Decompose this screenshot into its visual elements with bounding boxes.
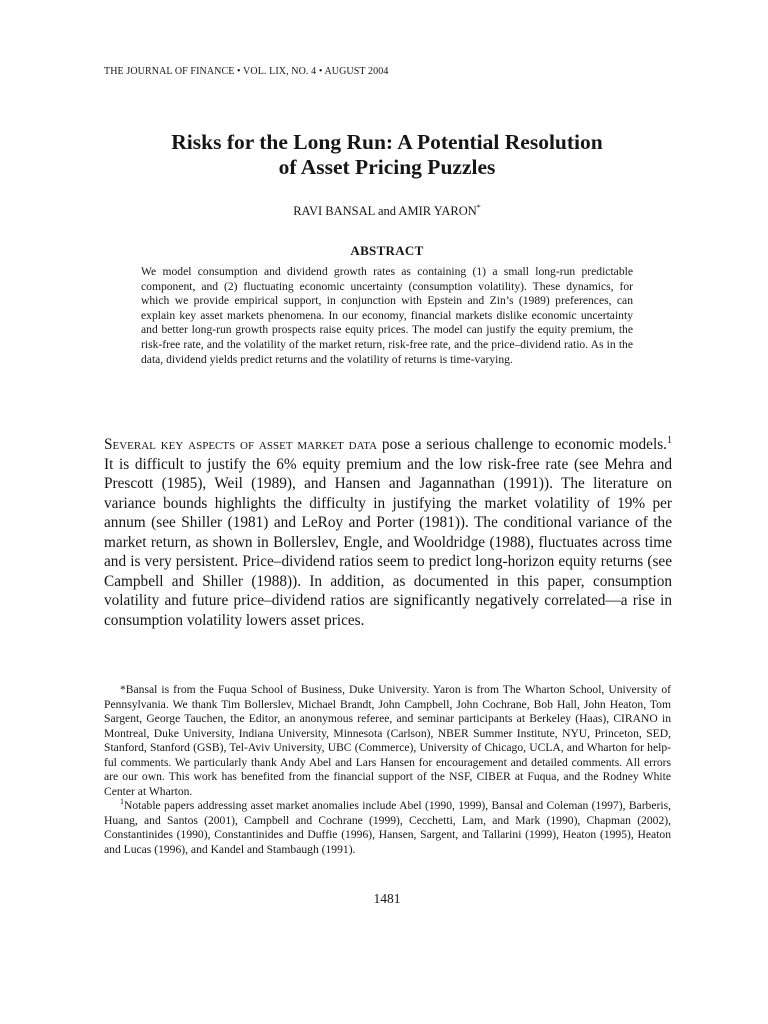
intro-paragraph — [104, 435, 672, 630]
footnote-1-text: Notable papers addressing asset market anomalies include Abel (1990, 1999), Bansal and Coleman (1997), Barberis, Huang, and Santos (2001), Campbell and Cochrane (1999), Cecchetti, Lam, and Mark (1990), Chapman (2002), Constantinides (1990), Constantinides and Duffie (1996), Hansen, Sargent, and Tallarini (1999), Heaton (1995), Heaton and Lucas (1996), and Kandel and Stambaugh (1991). — [104, 799, 671, 856]
author-names: RAVI BANSAL and AMIR YARON — [293, 204, 477, 219]
abstract-heading: ABSTRACT — [350, 243, 424, 258]
footnote-affiliation: *Bansal is from the Fuqua School of Business, Duke University. Yaron is from The Wharton School, University of Pennsylvania. We thank Tim Bollerslev, Michael Brandt, John Campbell, John Cochrane, Bob Hall, John Heaton, Tom Sargent, George Tauchen, the Editor, an anonymous referee, and seminar participants at Berkeley (Haas), CIRANO in Montreal, Duke University, Indiana University, Minnesota (Carlson), NBER Summer Institute, NYU, Princeton, SED, Stanford, Stanford (GSB), Tel-Aviv University, UBC (Commerce), University of Chicago, UCLA, and Wharton for helpful comments. We particularly thank Andy Abel and Lars Hansen for encouragement and detailed comments. All errors are our own. This work has benefited from the financial support of the NSF, CIBER at Fuqua, and the Rodney White Center at Wharton. — [104, 683, 671, 798]
author-line — [60, 203, 714, 219]
footnote-ref-1: 1 — [667, 434, 672, 446]
paper-title — [60, 130, 714, 180]
page-number: 1481 — [373, 891, 401, 906]
footnote-1-marker: 1 — [120, 797, 124, 807]
running-head: THE JOURNAL OF FINANCE • VOL. LIX, NO. 4 • AUGUST 2004 — [104, 66, 389, 77]
footnote-1 — [104, 799, 671, 857]
author-footnote-marker: * — [476, 203, 481, 212]
abstract-text: We model consumption and dividend growth rates as containing (1) a small long-run predictable component, and (2) fluctuating economic uncertainty (consumption volatility). These dynamics, for which we provide empirical support, in conjunction with Epstein and Zin’s (1989) preferences, can explain key asset markets phenomena. In our economy, financial markets dislike economic uncertainty and better long-run growth prospects raise equity prices. The model can justify the equity premium, the risk-free rate, and the volatility of the market return, risk-free rate, and the price–dividend ratio. As in the data, dividend yields predict returns and the volatility of returns is time-varying. — [141, 265, 633, 366]
paper-title-line-1: Risks for the Long Run: A Potential Resolution — [171, 130, 603, 154]
footnotes — [104, 683, 671, 857]
intro-text-part-2: It is difficult to justify the 6% equity premium and the low risk-free rate (see Mehra and Prescott (1985), Weil (1989), and Hansen and Jagannathan (1991)). The literature on variance bounds highlights the difficulty in justifying the market volatility of 19% per annum (see Shiller (1981) and LeRoy and Porter (1981)). The conditional variance of the market return, as shown in Bollerslev, Engle, and Wooldridge (1988), fluctuates across time and is very persistent. Price–dividend ratios seem to predict long-horizon equity returns (see Campbell and Shiller (1988)). In addition, as documented in this paper, consumption volatility and future price–dividend ratios are significantly negatively correlated—a rise in consumption volatility lowers asset prices. — [104, 455, 672, 629]
intro-text-part-1: pose a serious challenge to economic models. — [377, 436, 667, 453]
intro-lead-in: Several key aspects of asset market data — [104, 436, 378, 453]
paper-title-line-2: of Asset Pricing Puzzles — [278, 155, 496, 179]
